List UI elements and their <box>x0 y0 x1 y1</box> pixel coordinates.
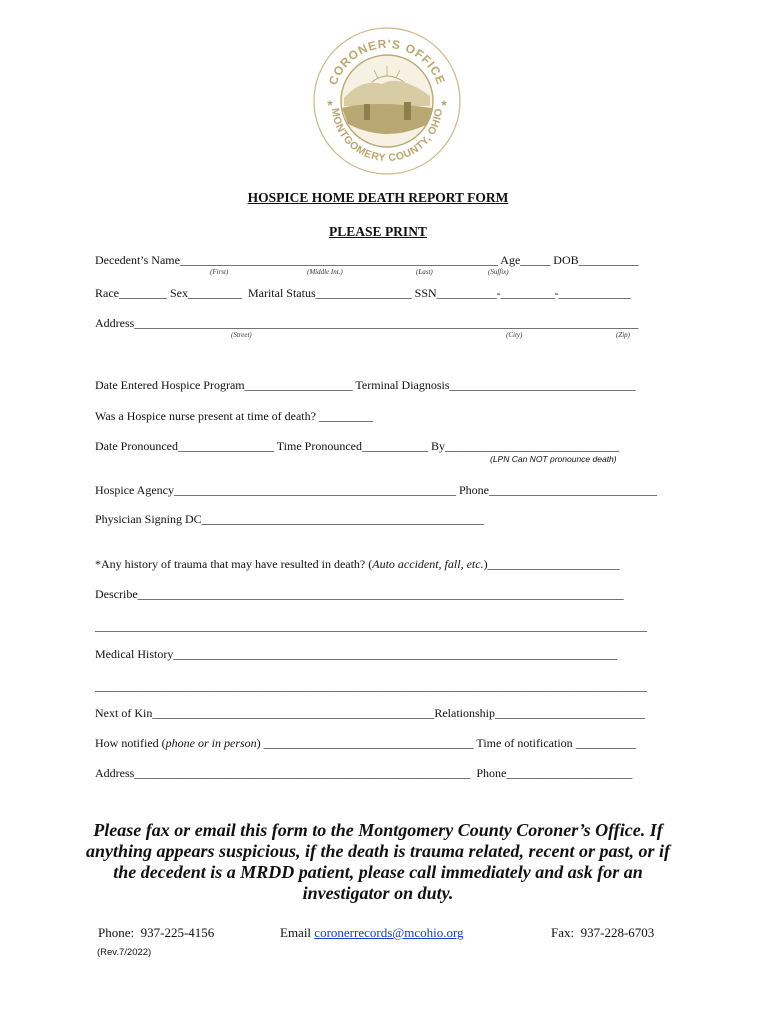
hint-middle: (Middle Int.) <box>307 268 343 276</box>
footer-email: Email coronerrecords@mcohio.org <box>280 925 464 940</box>
footer-fax: Fax: 937-228-6703 <box>551 925 655 940</box>
trauma-line[interactable]: *Any history of trauma that may have resulted in death? (Auto accident, fall, etc.)______________________ <box>95 557 620 571</box>
hospice-agency-line[interactable]: Hospice Agency_______________________________________________ Phone____________________________ <box>95 483 657 497</box>
medical-history-line[interactable]: Medical History__________________________________________________________________________ <box>95 647 618 661</box>
revision-label: (Rev.7/2022) <box>97 947 152 958</box>
hint-city: (City) <box>506 331 523 339</box>
svg-text:★: ★ <box>326 98 335 108</box>
medical-blank-line[interactable]: ____________________________________________________________________________________________ <box>95 679 647 693</box>
race-sex-line[interactable]: Race________ Sex_________ Marital Status________________ SSN__________-_________-____________ <box>95 286 631 300</box>
date-entered-line[interactable]: Date Entered Hospice Program__________________ Terminal Diagnosis_______________________________ <box>95 378 636 392</box>
footer-phone: Phone: 937-225-4156 <box>98 925 215 940</box>
coroner-seal-logo <box>312 26 462 176</box>
address2-line[interactable]: Address________________________________________________________ Phone_____________________ <box>95 766 633 780</box>
hint-last: (Last) <box>416 268 433 276</box>
how-notified-line[interactable]: How notified (phone or in person) ___________________________________ Time of notification __________ <box>95 736 636 750</box>
describe-blank-line[interactable]: ____________________________________________________________________________________________ <box>95 619 647 633</box>
svg-text:MONTGOMERY COUNTY, OHIO: MONTGOMERY COUNTY, OHIO <box>328 107 446 165</box>
physician-line[interactable]: Physician Signing DC_______________________________________________ <box>95 512 484 526</box>
describe-line[interactable]: Describe_________________________________________________________________________________ <box>95 587 624 601</box>
email-link[interactable]: coronerrecords@mcohio.org <box>314 925 464 940</box>
hint-zip: (Zip) <box>616 331 630 339</box>
next-of-kin-line[interactable]: Next of Kin_______________________________________________Relationship_________________________ <box>95 706 645 720</box>
lpn-note: (LPN Can NOT pronounce death) <box>490 454 617 464</box>
svg-text:★: ★ <box>440 98 449 108</box>
hint-first: (First) <box>210 268 229 276</box>
please-print: PLEASE PRINT <box>329 224 427 239</box>
nurse-present-line[interactable]: Was a Hospice nurse present at time of death? _________ <box>95 409 373 423</box>
notice-text: Please fax or email this form to the Montgomery County Coroner’s Office. If anything appears suspicious, if the death is trauma related, recent or past, or if the decedent is a MRDD patient, please call immediately and ask for an investigator on duty. <box>85 820 671 903</box>
decedent-name-line[interactable]: Decedent’s Name_____________________________________________________ Age_____ DOB__________ <box>95 253 639 267</box>
hint-street: (Street) <box>231 331 252 339</box>
date-pronounced-line[interactable]: Date Pronounced________________ Time Pronounced___________ By_____________________________ <box>95 439 619 453</box>
form-title: HOSPICE HOME DEATH REPORT FORM <box>247 190 509 205</box>
svg-text:CORONER'S OFFICE: CORONER'S OFFICE <box>325 36 449 87</box>
hint-suffix: (Suffix) <box>488 268 509 276</box>
address-line[interactable]: Address____________________________________________________________________________________ <box>95 316 639 330</box>
